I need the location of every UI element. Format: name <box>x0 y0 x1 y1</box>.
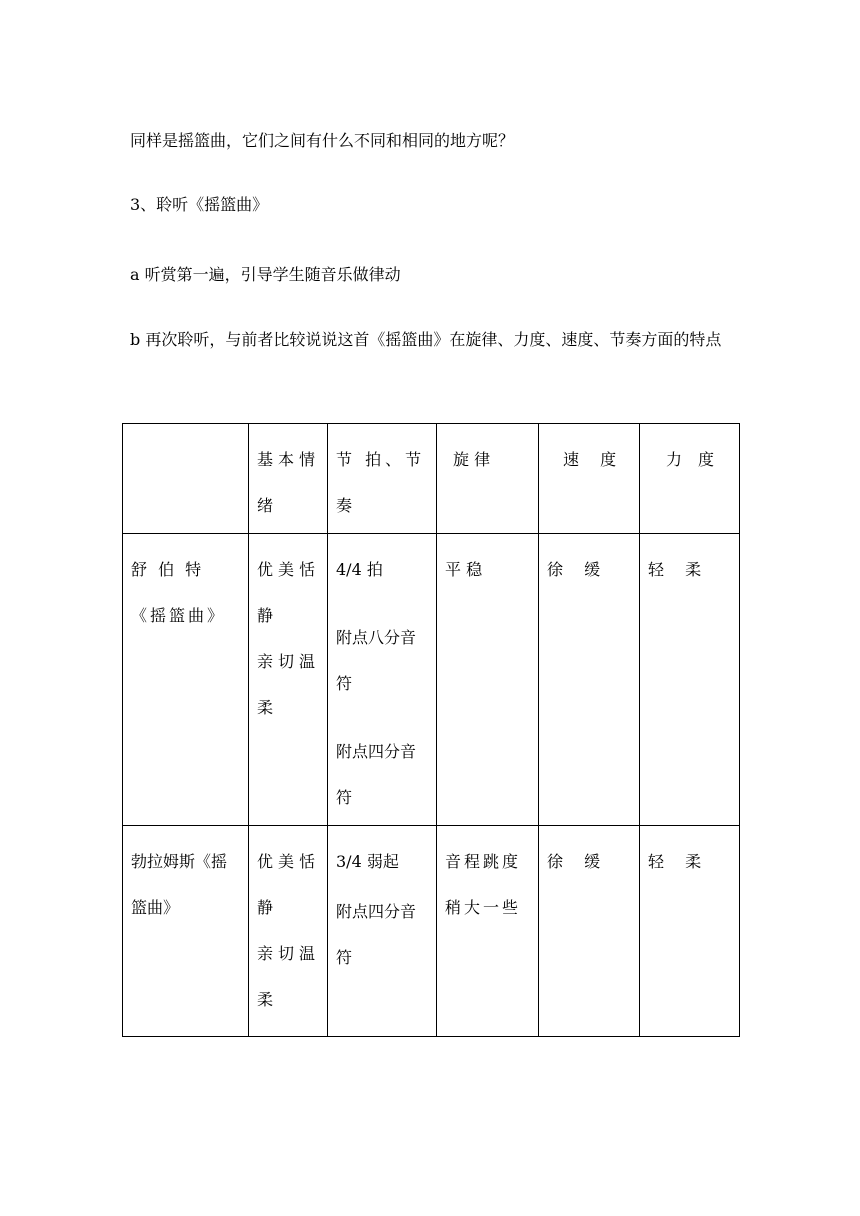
header-meter-label: 节 拍、节奏 <box>336 450 426 515</box>
header-tempo-cell <box>539 424 640 534</box>
step-b-paragraph: b 再次聆听，与前者比较说说这首《摇篮曲》在旋律、力度、速度、节奏方面的特点 <box>130 330 722 349</box>
meter-line: 4/4 拍 <box>336 560 383 579</box>
step-a-paragraph: a 听赏第一遍，引导学生随音乐做律动 <box>130 265 401 284</box>
dynamics-value: 轻 柔 <box>648 852 702 871</box>
mood-line: 亲切温柔 <box>257 944 321 1009</box>
mood-line: 优美恬静 <box>257 852 321 917</box>
dynamics-cell <box>640 826 740 1037</box>
mood-line: 优美恬静 <box>257 560 321 625</box>
tempo-value: 徐 缓 <box>547 560 601 579</box>
meter-line: 3/4 弱起 <box>336 852 399 871</box>
header-mood-label: 基本情绪 <box>257 450 321 515</box>
meter-line: 附点四分音符 <box>336 742 417 807</box>
dynamics-value: 轻 柔 <box>648 560 702 579</box>
header-meter-cell <box>328 424 437 534</box>
header-dynamics-cell <box>640 424 740 534</box>
meter-cell <box>328 826 437 1037</box>
question-paragraph: 同样是摇篮曲，它们之间有什么不同和相同的地方呢？ <box>130 131 515 150</box>
table-row <box>123 826 740 1037</box>
dynamics-cell <box>640 534 740 826</box>
melody-value: 音程跳度稍大一些 <box>445 852 522 917</box>
header-melody-label: 旋 律 <box>453 450 491 469</box>
melody-cell <box>437 826 539 1037</box>
header-melody-cell <box>437 424 539 534</box>
melody-value: 平 稳 <box>445 560 483 579</box>
comparison-table <box>122 423 740 1037</box>
header-tempo-label: 速 度 <box>563 450 617 469</box>
tempo-cell <box>539 534 640 826</box>
mood-cell <box>249 826 328 1037</box>
row-title: 舒 伯 特《摇篮曲》 <box>131 560 227 625</box>
tempo-value: 徐 缓 <box>547 852 601 871</box>
step3-heading: 3、聆听《摇篮曲》 <box>130 195 269 214</box>
header-blank-cell <box>123 424 249 534</box>
row-title: 勃拉姆斯《摇篮曲》 <box>131 852 228 917</box>
mood-cell <box>249 534 328 826</box>
melody-cell <box>437 534 539 826</box>
row-title-cell <box>123 534 249 826</box>
mood-line: 亲切温柔 <box>257 652 321 717</box>
meter-cell <box>328 534 437 826</box>
meter-line: 附点八分音符 <box>336 628 417 693</box>
header-dynamics-label: 力 度 <box>666 450 715 469</box>
meter-line: 附点四分音符 <box>336 902 417 967</box>
table-row <box>123 534 740 826</box>
header-mood-cell <box>249 424 328 534</box>
table-header-row <box>123 424 740 534</box>
tempo-cell <box>539 826 640 1037</box>
row-title-cell <box>123 826 249 1037</box>
